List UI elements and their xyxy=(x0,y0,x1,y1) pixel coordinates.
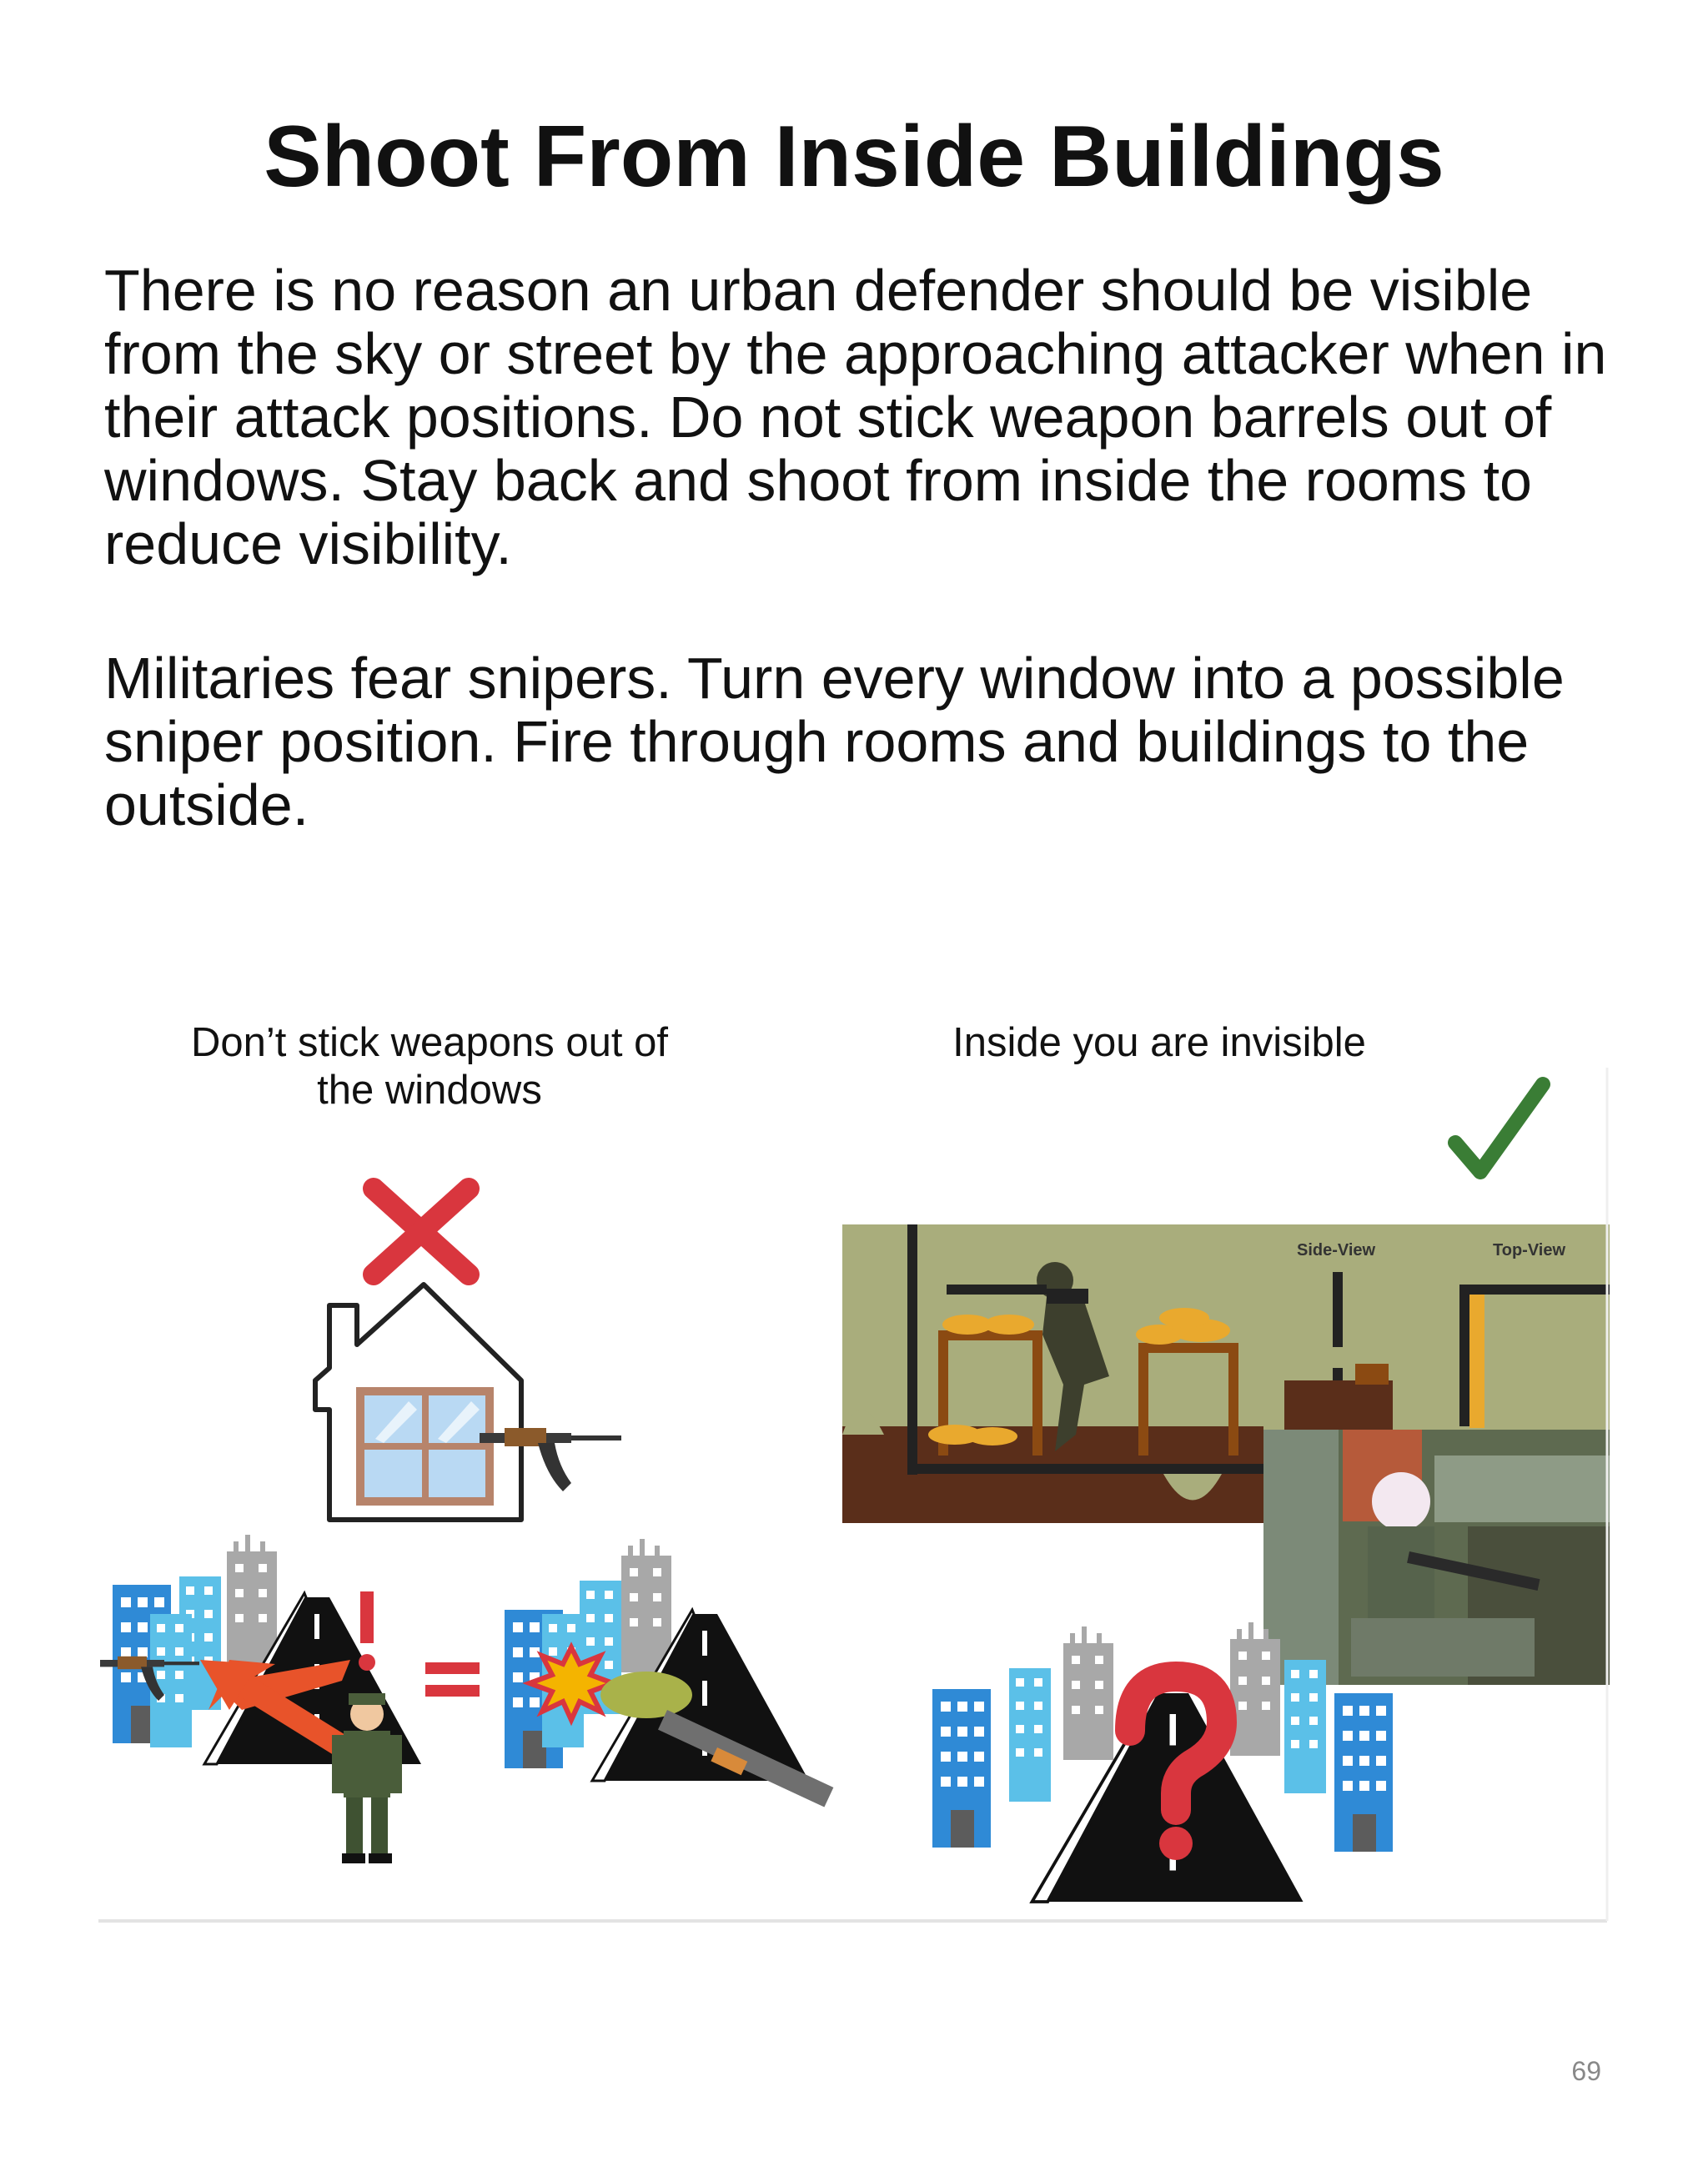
side-top-view-panel xyxy=(1263,1224,1610,1430)
explosion-icon xyxy=(530,1647,613,1720)
city-scene-right-left-panel xyxy=(505,1539,833,1807)
wrong-mark-icon xyxy=(374,1189,469,1275)
top-view-label: Top-View xyxy=(1493,1241,1566,1259)
right-caption: Inside you are invisible xyxy=(952,1020,1366,1065)
paragraph-2: Militaries fear snipers. Turn every window into a possible sniper position. Fire through rooms and buildings to the outside. xyxy=(104,646,1565,837)
paragraph-1: There is no reason an urban defender should be visible from the sky or street by the approaching attacker when in their attack positions. Do not stick weapon barrels out of windows. Stay back and shoot from inside the rooms to reduce visibility. xyxy=(104,258,1607,576)
side-view-label: Side-View xyxy=(1297,1241,1376,1259)
equals-icon xyxy=(425,1662,480,1697)
city-scene-right xyxy=(932,1622,1393,1902)
left-caption: Don’t stick weapons out of the windows xyxy=(191,1020,668,1113)
sniper-photo xyxy=(1263,1430,1610,1685)
house-icon xyxy=(315,1285,521,1520)
city-scene-left xyxy=(100,1535,421,1764)
check-mark-icon xyxy=(1455,1084,1543,1172)
page-title: Shoot From Inside Buildings xyxy=(264,108,1444,205)
room-diagram xyxy=(842,1224,1263,1523)
page-number: 69 xyxy=(1571,2056,1601,2086)
